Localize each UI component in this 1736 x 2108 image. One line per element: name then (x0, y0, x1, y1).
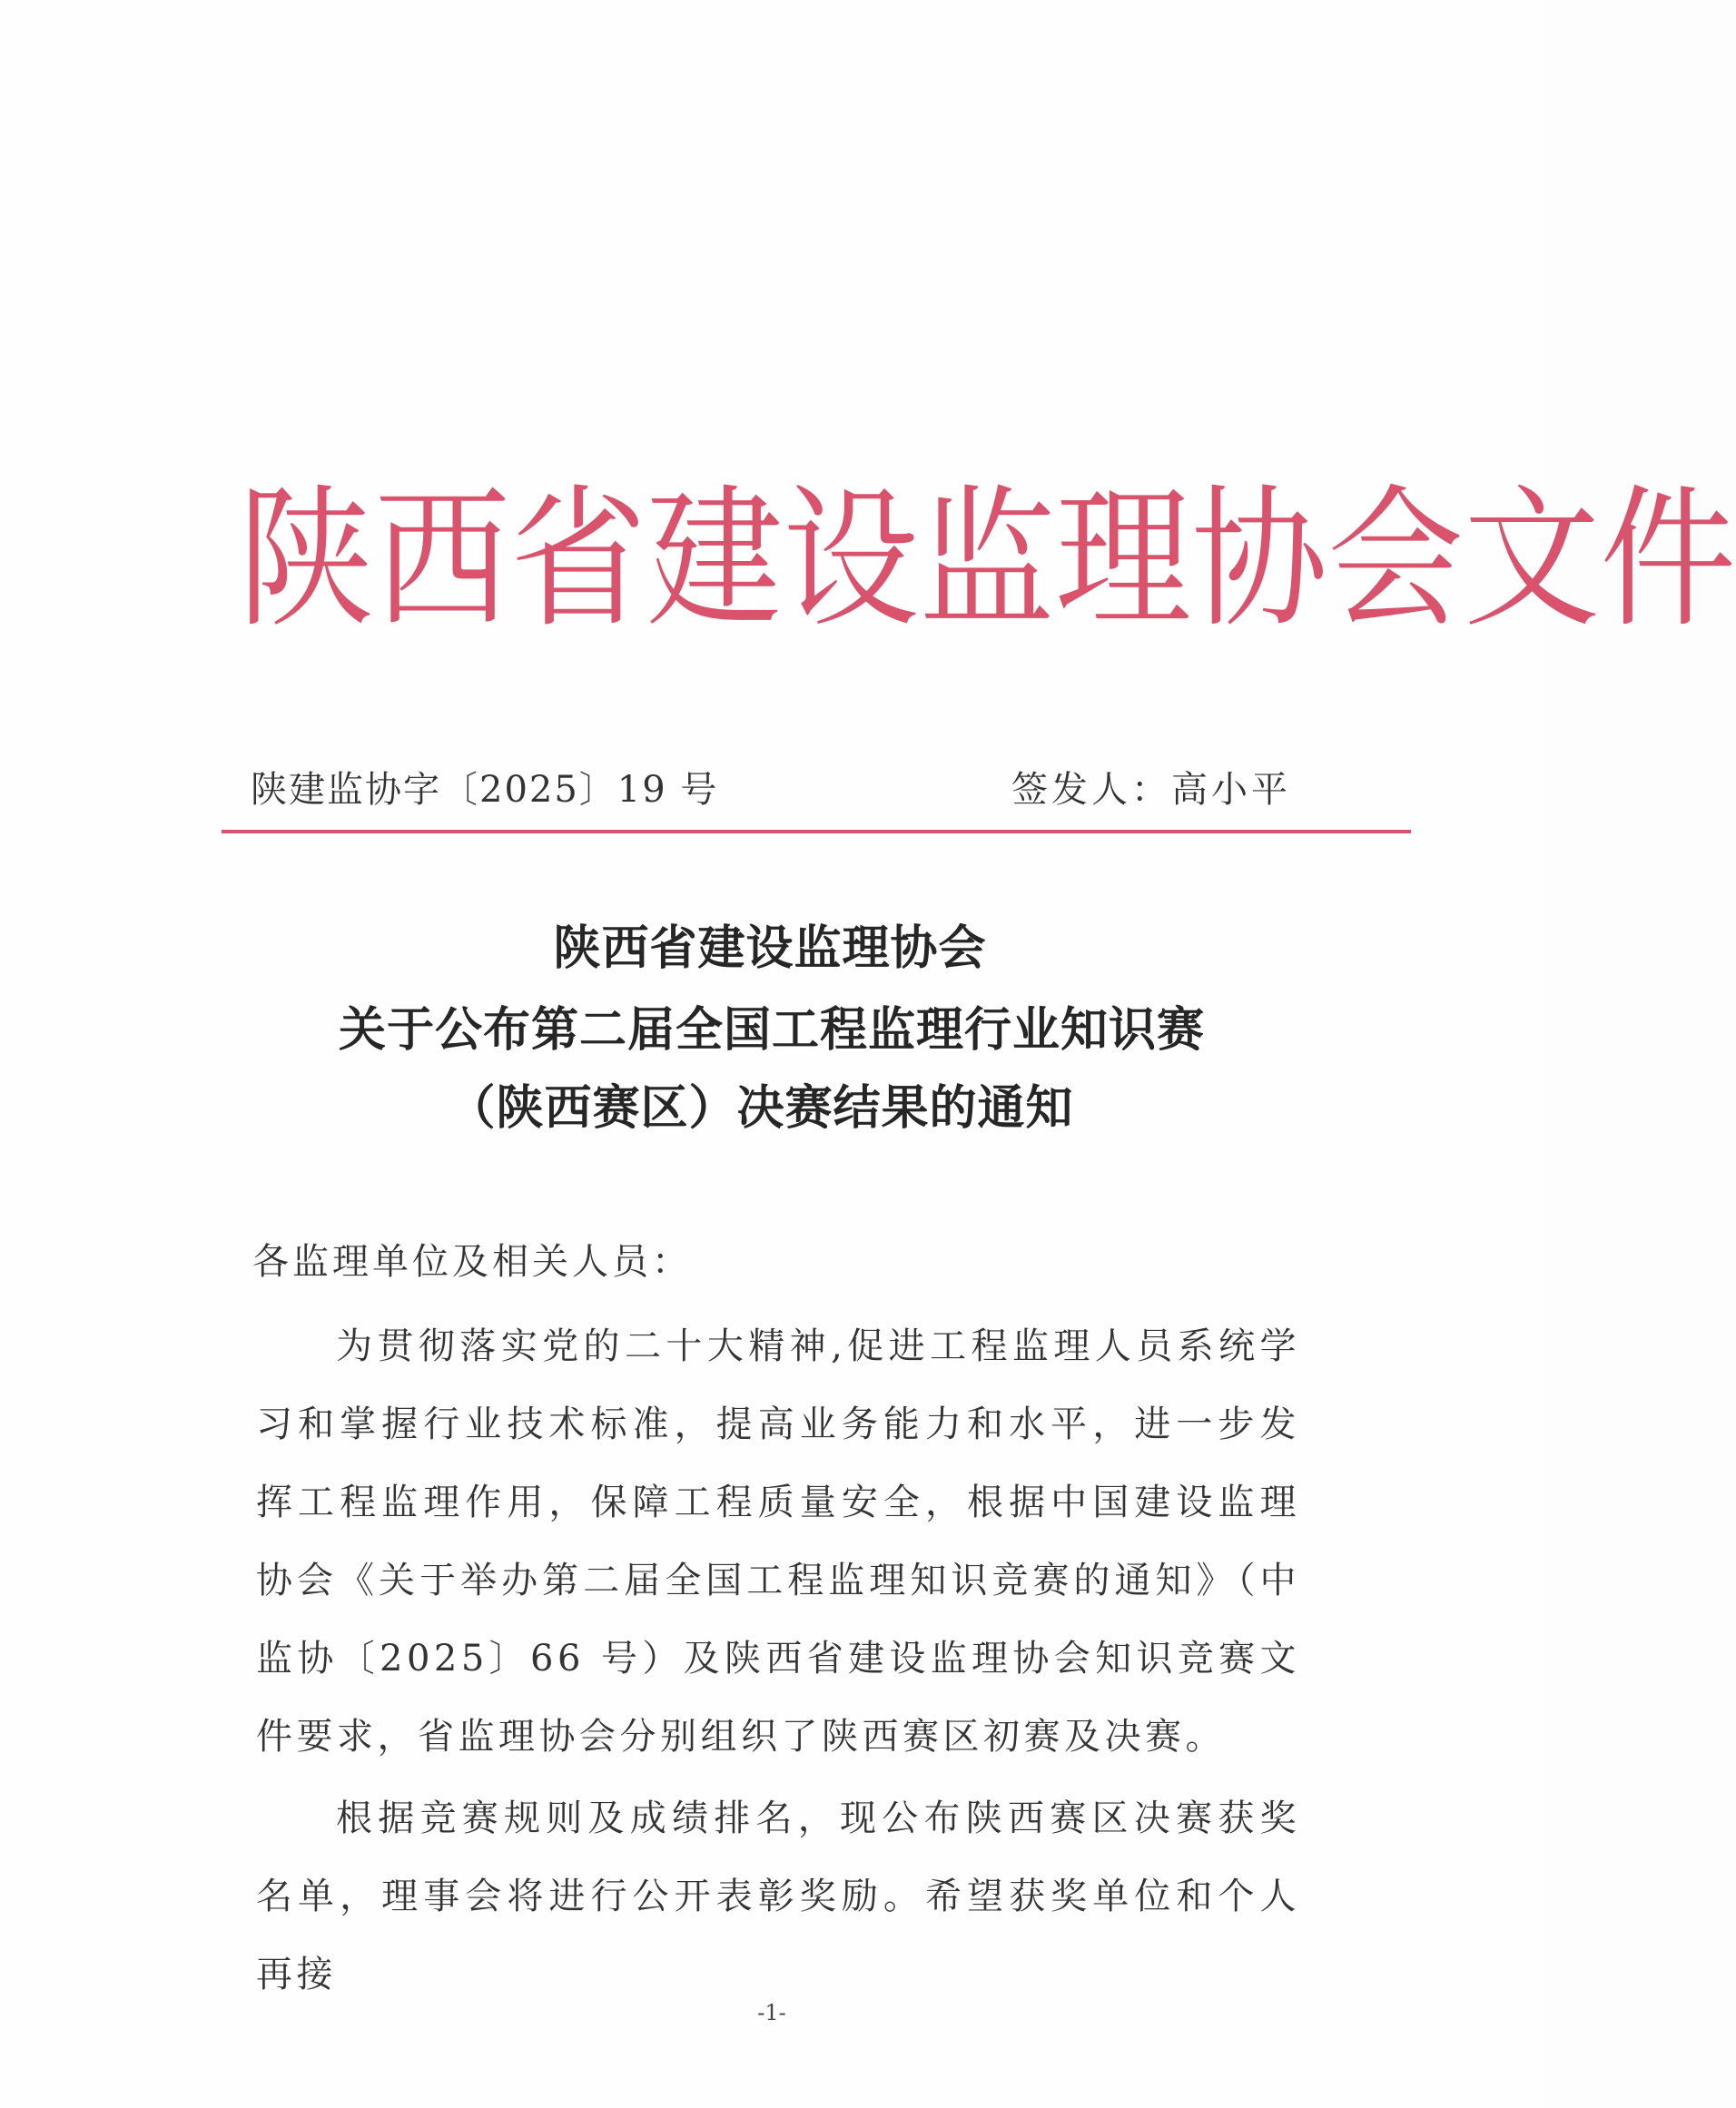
masthead-red-header (238, 471, 1736, 649)
masthead-char: 设 (783, 471, 920, 649)
salutation: 各监理单位及相关人员： (252, 1241, 692, 1283)
title-line-3: （陕西赛区）决赛结果的通知 (448, 1081, 1074, 1136)
masthead-char: 西 (374, 471, 511, 649)
masthead-char: 省 (510, 471, 647, 649)
title-line-1: 陕西省建设监理协会 (553, 921, 987, 976)
page-number: -1- (757, 2000, 786, 2025)
masthead-char: 理 (1055, 471, 1192, 649)
masthead-char: 监 (919, 471, 1056, 649)
masthead-char: 建 (646, 471, 784, 649)
masthead-char: 文 (1464, 471, 1601, 649)
document-number: 陕建监协字〔2025〕19 号 (251, 769, 719, 811)
signer: 签发人：高小平 (1011, 769, 1291, 811)
masthead-char: 陕 (238, 471, 375, 649)
masthead-char: 件 (1600, 471, 1736, 649)
red-divider-line (222, 830, 1411, 833)
paragraph-1: 为贯彻落实党的二十大精神,促进工程监理人员系统学习和掌握行业技术标准，提高业务能力和水平，进一步发挥工程监理作用，保障工程质量安全，根据中国建设监理协会《关于举办第二届全国工程监理知识竞赛的通知》（中监协〔2025〕66 号）及陕西省建设监理协会知识竞赛文件要求，省监理协会分别组织了陕西赛区初赛及决赛。 (256, 1325, 1300, 1758)
masthead-char: 协 (1191, 471, 1328, 649)
title-line-2: 关于公布第二届全国工程监理行业知识赛 (338, 1003, 1205, 1058)
paragraph-2: 根据竞赛规则及成绩排名，现公布陕西赛区决赛获奖名单，理事会将进行公开表彰奖励。希望获奖单位和个人再接 (256, 1798, 1300, 1995)
masthead-char: 会 (1327, 471, 1465, 649)
